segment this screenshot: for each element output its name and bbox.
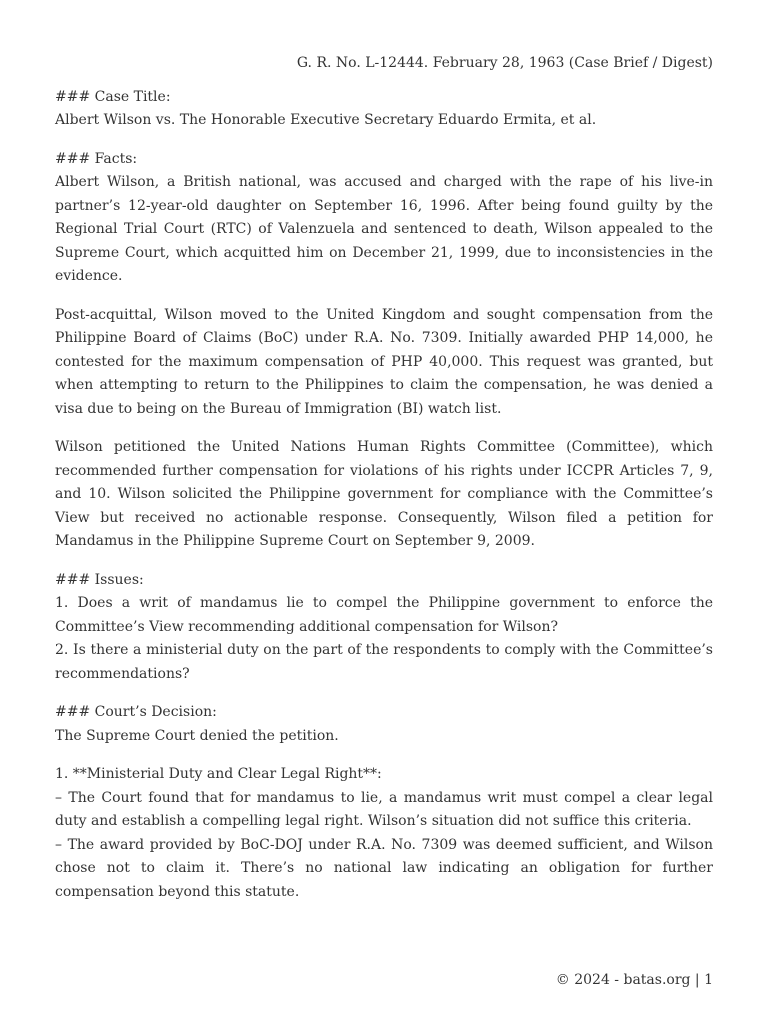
case-title-text: Albert Wilson vs. The Honorable Executive Secretary Eduardo Ermita, et al. bbox=[55, 112, 597, 128]
facts-paragraph: Albert Wilson, a British national, was accused and charged with the rape of his live-in partner’s 12-year-old daughter on September 16, 1996. After being found guilty by the Regional Trial Court (RTC) of Valenzuela and sentenced to death, Wilson appealed to the Supreme Court, which acquitted him on December 21, 1999, due to inconsistencies in the evidence. bbox=[55, 174, 713, 284]
ruling-section bbox=[55, 763, 713, 904]
case-title-section bbox=[55, 86, 713, 133]
case-title-heading: ### Case Title: bbox=[55, 88, 171, 105]
issues-section bbox=[55, 569, 713, 687]
facts-section bbox=[55, 148, 713, 289]
decision-section bbox=[55, 701, 713, 748]
document-page bbox=[55, 52, 713, 919]
facts-section-cont bbox=[55, 304, 713, 422]
page-footer: © 2024 - batas.org | 1 bbox=[555, 972, 713, 988]
issues-heading: ### Issues: bbox=[55, 571, 144, 588]
issue-item: 1. Does a writ of mandamus lie to compel the Philippine government to enforce the Committee’s View recommending additional compensation for Wilson? bbox=[55, 595, 713, 635]
decision-text: The Supreme Court denied the petition. bbox=[55, 727, 339, 744]
case-citation: G. R. No. L-12444. February 28, 1963 (Case Brief / Digest) bbox=[296, 55, 713, 71]
ruling-bullet: – The Court found that for mandamus to lie, a mandamus writ must compel a clear legal duty and establish a compelling legal right. Wilson’s situation did not suffice this criteria. bbox=[55, 789, 713, 829]
ruling-bullet: – The award provided by BoC-DOJ under R.A. No. 7309 was deemed sufficient, and Wilson chose not to claim it. There’s no national law indicating an obligation for further compensation beyond this statute. bbox=[55, 836, 713, 900]
issue-item: 2. Is there a ministerial duty on the part of the respondents to comply with the Committee’s recommendations? bbox=[55, 642, 713, 682]
facts-paragraph: Wilson petitioned the United Nations Human Rights Committee (Committee), which recommended further compensation for violations of his rights under ICCPR Articles 7, 9, and 10. Wilson solicited the Philippine government for compliance with the Committee’s View but received no actionable response. Consequently, Wilson filed a petition for Mandamus in the Philippine Supreme Court on September 9, 2009. bbox=[55, 439, 713, 549]
facts-section-cont bbox=[55, 436, 713, 554]
facts-heading: ### Facts: bbox=[55, 150, 138, 167]
ruling-point-title: 1. **Ministerial Duty and Clear Legal Right**: bbox=[55, 766, 382, 782]
facts-paragraph: Post-acquittal, Wilson moved to the United Kingdom and sought compensation from the Philippine Board of Claims (BoC) under R.A. No. 7309. Initially awarded PHP 14,000, he contested for the maximum compensation of PHP 40,000. This request was granted, but when attempting to return to the Philippines to claim the compensation, he was denied a visa due to being on the Bureau of Immigration (BI) watch list. bbox=[55, 306, 713, 417]
decision-heading: ### Court’s Decision: bbox=[55, 704, 217, 720]
